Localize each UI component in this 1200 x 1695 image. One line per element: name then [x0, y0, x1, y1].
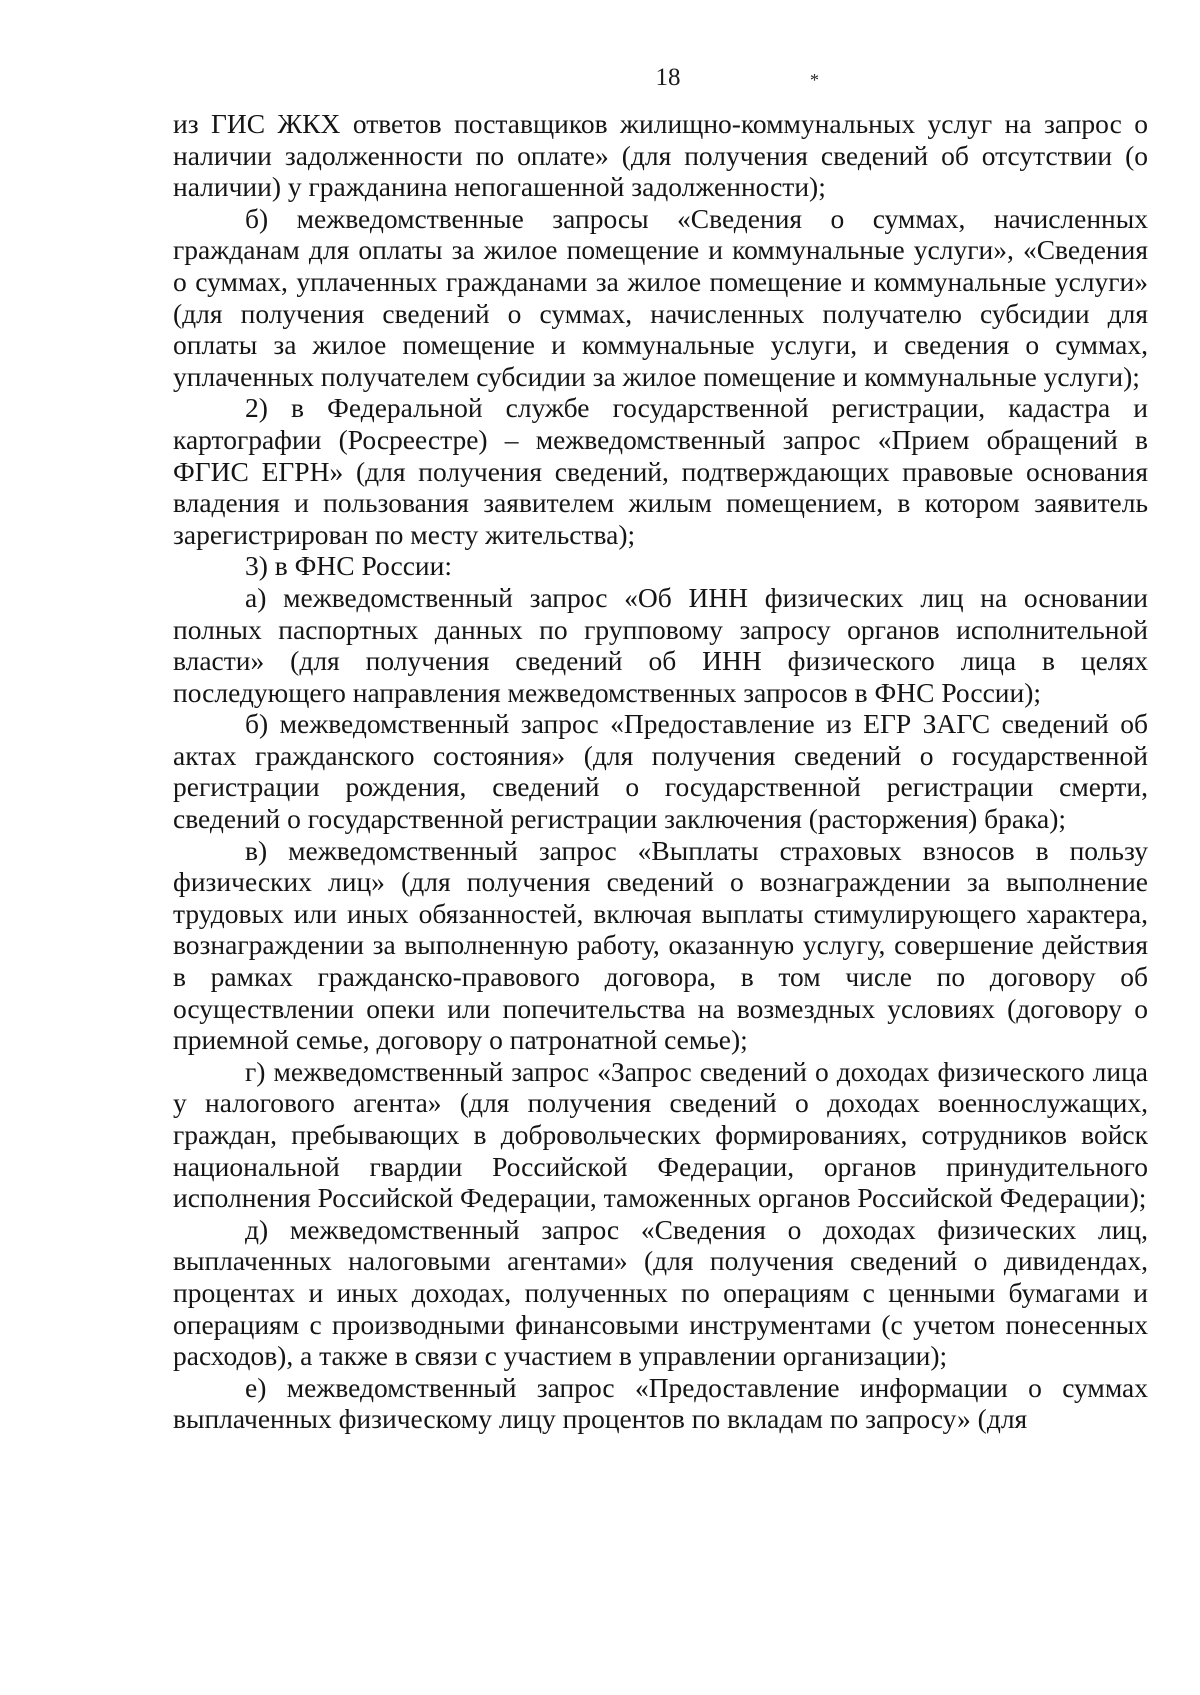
paragraph-item-d-income: д) межведомственный запрос «Сведения о доходах физических лиц, выплаченных налоговыми агентами» (для получения сведений о дивидендах, процентах и иных доходах, полученных по операциям с ценными бумагами и операциям с производными финансовыми инструментами (с учетом понесенных расходов), а также в связи с участием в управлении организации); [173, 1213, 1148, 1372]
paragraph-item-e-deposits: е) межведомственный запрос «Предоставление информации о суммах выплаченных физическому лицу процентов по вкладам по запросу» (для [173, 1371, 1148, 1435]
paragraph-item-v-insurance: в) межведомственный запрос «Выплаты страховых взносов в пользу физических лиц» (для получения сведений о вознаграждении за выполнение трудовых или иных обязанностей, включая выплаты стимулирующего характера, вознаграждении за выполненную работу, оказанную услугу, совершение действия в рамках гражданско-правового договора, в том числе по договору об осуществлении опеки или попечительства на возмездных условиях (договору о приемной семье, договору о патронатной семье); [173, 834, 1148, 1056]
paragraph-item-b-zags: б) межведомственный запрос «Предоставление из ЕГР ЗАГС сведений об актах гражданского состояния» (для получения сведений о государственной регистрации рождения, сведений о государственной регистрации смерти, сведений о государственной регистрации заключения (расторжения) брака); [173, 708, 1148, 835]
page-mark: * [810, 70, 819, 90]
paragraph-continuation: из ГИС ЖКХ ответов поставщиков жилищно-коммунальных услуг на запрос о наличии задолженности по оплате» (для получения сведений об отсутствии (о наличии) у гражданина непогашенной задолженности); [173, 108, 1148, 203]
document-body [173, 108, 1148, 1435]
paragraph-item-b-requests: б) межведомственные запросы «Сведения о суммах, начисленных гражданам для оплаты за жилое помещение и коммунальные услуги», «Сведения о суммах, уплаченных гражданами за жилое помещение и коммунальные услуги» (для получения сведений о суммах, начисленных получателю субсидии для оплаты за жилое помещение и коммунальные услуги, и сведения о суммах, уплаченных получателем субсидии за жилое помещение и коммунальные услуги); [173, 202, 1148, 392]
paragraph-item-2-rosreestr: 2) в Федеральной службе государственной регистрации, кадастра и картографии (Росреестре) – межведомственный запрос «Прием обращений в ФГИС ЕГРН» (для получения сведений, подтверждающих правовые основания владения и пользования заявителем жилым помещением, в котором заявитель зарегистрирован по месту жительства); [173, 392, 1148, 550]
paragraph-item-g-tax-agent: г) межведомственный запрос «Запрос сведений о доходах физического лица у налогового агента» (для получения сведений о доходах военнослужащих, граждан, пребывающих в добровольческих формированиях, сотрудников войск национальной гвардии Российской Федерации, органов принудительного исполнения Российской Федерации, таможенных органов Российской Федерации); [173, 1055, 1148, 1214]
paragraph-item-a-inn: а) межведомственный запрос «Об ИНН физических лиц на основании полных паспортных данных по групповому запросу органов исполнительной власти» (для получения сведений об ИНН физического лица в целях последующего направления межведомственных запросов в ФНС России); [173, 581, 1148, 708]
page-number: 18 [655, 64, 681, 91]
paragraph-item-3-fns: 3) в ФНС России: [245, 550, 452, 582]
